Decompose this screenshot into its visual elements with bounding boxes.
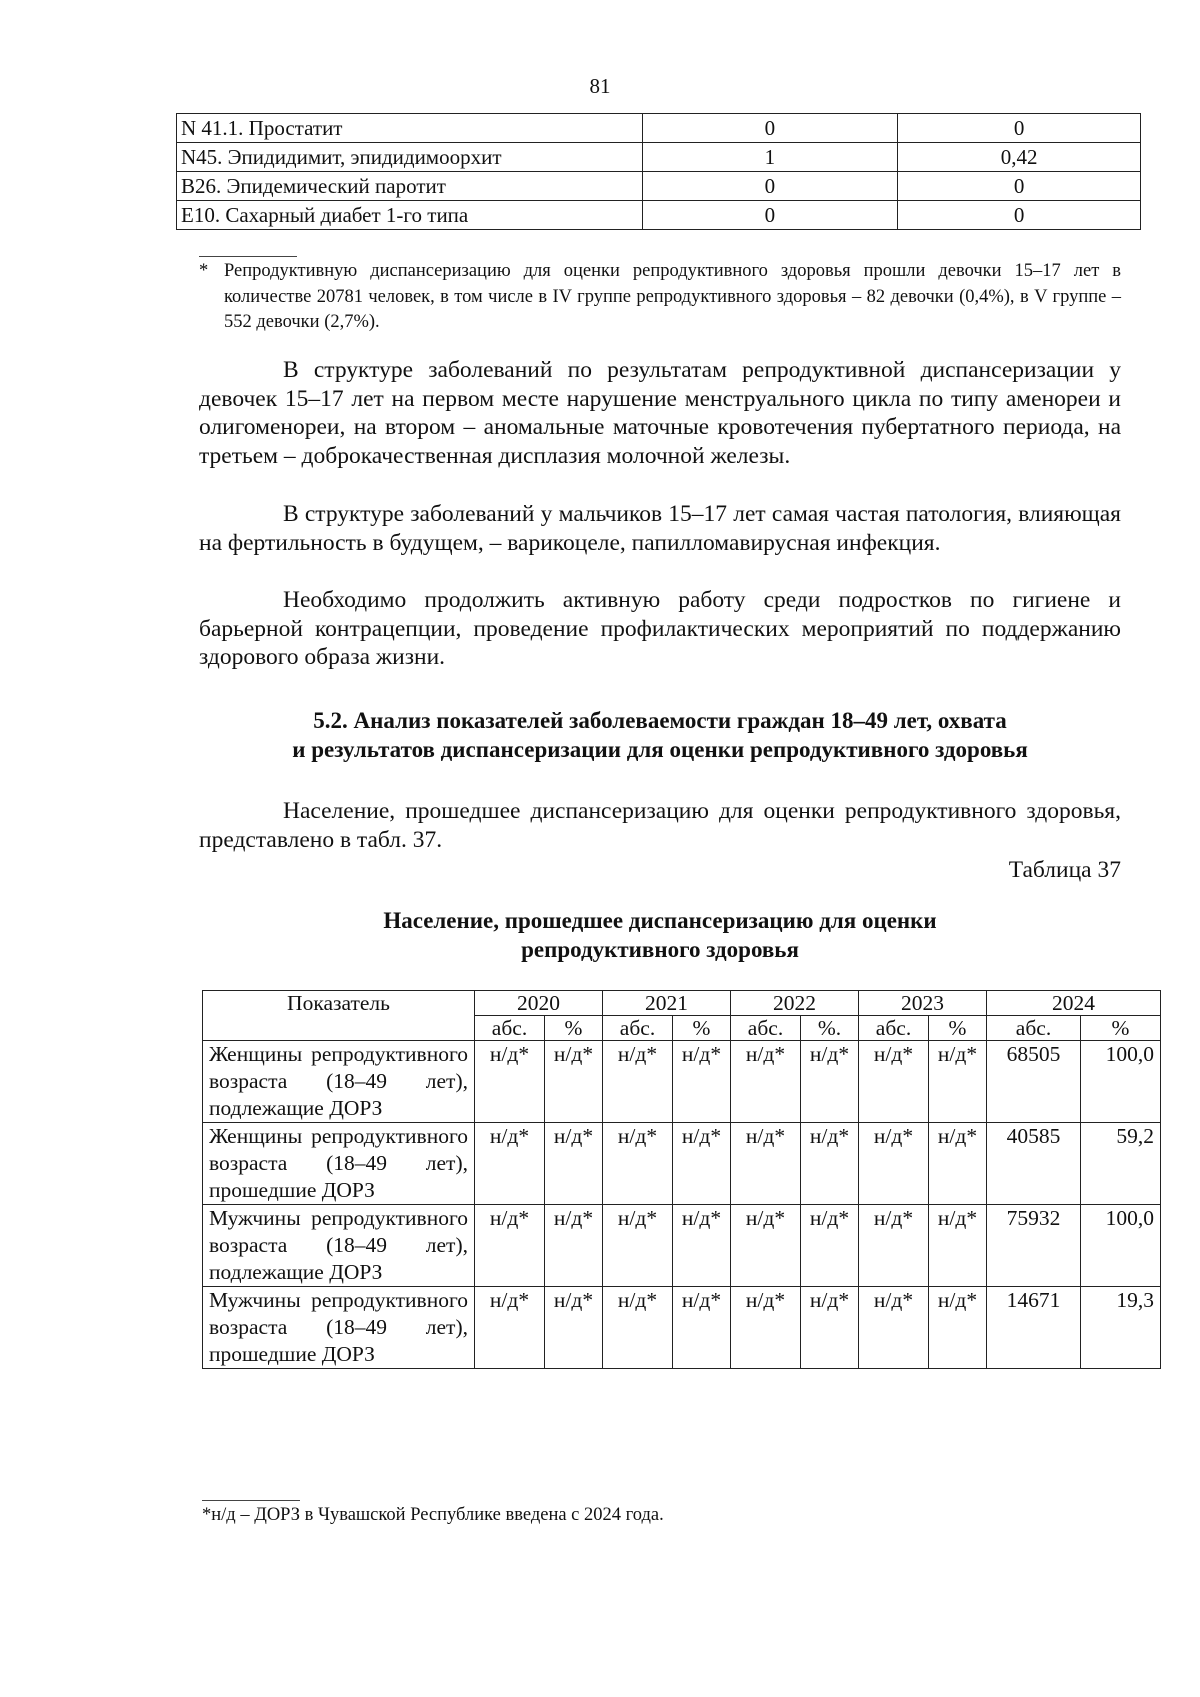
intro-paragraph: Население, прошедшее диспансеризацию для оценки репродуктивного здоровья, представлено в табл. 37. bbox=[199, 798, 1121, 853]
table-row bbox=[177, 172, 1141, 201]
table-cell: 59,2 bbox=[1081, 1123, 1161, 1205]
table-cell: н/д* bbox=[731, 1123, 801, 1205]
table-cell: н/д* bbox=[603, 1041, 673, 1123]
table-row bbox=[203, 1205, 1161, 1287]
table-cell: н/д* bbox=[603, 1123, 673, 1205]
table-cell: н/д* bbox=[801, 1041, 859, 1123]
diagnosis-cell: N 41.1. Простатит bbox=[177, 114, 643, 143]
table-cell: н/д* bbox=[475, 1041, 545, 1123]
table-cell: н/д* bbox=[475, 1287, 545, 1369]
footnote-separator bbox=[199, 256, 297, 257]
table-row bbox=[203, 1123, 1161, 1205]
diagnosis-cell: N45. Эпидидимит, эпидидимоорхит bbox=[177, 143, 643, 172]
subheader-pct: % bbox=[929, 1016, 987, 1041]
table-cell: 100,0 bbox=[1081, 1205, 1161, 1287]
value-cell: 0 bbox=[642, 201, 898, 230]
table-caption-line: репродуктивного здоровья bbox=[521, 937, 799, 962]
table-cell: н/д* bbox=[801, 1287, 859, 1369]
section-heading-line: 5.2. Анализ показателей заболеваемости граждан 18–49 лет, охвата bbox=[313, 708, 1007, 733]
table-cell: н/д* bbox=[731, 1205, 801, 1287]
subheader-pct: % bbox=[545, 1016, 603, 1041]
header-year: 2023 bbox=[859, 991, 987, 1016]
diagnosis-cell: B26. Эпидемический паротит bbox=[177, 172, 643, 201]
footnote-2: *н/д – ДОРЗ в Чувашской Республике введена с 2024 года. bbox=[202, 1505, 664, 1525]
value-cell: 0 bbox=[898, 201, 1141, 230]
table-cell: н/д* bbox=[673, 1041, 731, 1123]
table-cell: н/д* bbox=[731, 1287, 801, 1369]
value-cell: 0 bbox=[642, 114, 898, 143]
table-cell: н/д* bbox=[475, 1205, 545, 1287]
table-cell: 14671 bbox=[987, 1287, 1081, 1369]
value-cell: 0 bbox=[898, 114, 1141, 143]
table-cell: н/д* bbox=[603, 1287, 673, 1369]
table-cell: н/д* bbox=[801, 1205, 859, 1287]
table-cell: н/д* bbox=[475, 1123, 545, 1205]
table-caption-line: Население, прошедшее диспансеризацию для оценки bbox=[383, 908, 937, 933]
subheader-pct: % bbox=[1081, 1016, 1161, 1041]
row-label: Женщины репродуктивного возраста (18–49 лет), подлежащие ДОРЗ bbox=[203, 1041, 475, 1123]
table-reference: Таблица 37 bbox=[1008, 857, 1121, 883]
header-year: 2021 bbox=[603, 991, 731, 1016]
header-year: 2022 bbox=[731, 991, 859, 1016]
table-cell: н/д* bbox=[859, 1205, 929, 1287]
table-cell: н/д* bbox=[929, 1041, 987, 1123]
table-row bbox=[203, 1041, 1161, 1123]
table-cell: н/д* bbox=[545, 1287, 603, 1369]
row-label: Мужчины репродуктивного возраста (18–49 лет), подлежащие ДОРЗ bbox=[203, 1205, 475, 1287]
diagnosis-cell: E10. Сахарный диабет 1-го типа bbox=[177, 201, 643, 230]
section-heading bbox=[199, 706, 1121, 764]
table-cell: н/д* bbox=[731, 1041, 801, 1123]
table-cell: 100,0 bbox=[1081, 1041, 1161, 1123]
table-cell: 68505 bbox=[987, 1041, 1081, 1123]
page-number: 81 bbox=[589, 74, 611, 98]
value-cell: 0 bbox=[898, 172, 1141, 201]
subheader-abs: абс. bbox=[731, 1016, 801, 1041]
table-cell: 40585 bbox=[987, 1123, 1081, 1205]
table-header-row bbox=[203, 991, 1161, 1016]
table-cell: н/д* bbox=[801, 1123, 859, 1205]
table-cell: н/д* bbox=[929, 1205, 987, 1287]
value-cell: 0 bbox=[642, 172, 898, 201]
table-cell: н/д* bbox=[929, 1287, 987, 1369]
row-label: Мужчины репродуктивного возраста (18–49 лет), прошедшие ДОРЗ bbox=[203, 1287, 475, 1369]
table-row bbox=[177, 114, 1141, 143]
table-cell: 75932 bbox=[987, 1205, 1081, 1287]
population-table bbox=[202, 990, 1161, 1369]
footnote-1 bbox=[199, 259, 1121, 336]
header-indicator: Показатель bbox=[203, 991, 475, 1041]
table-cell: н/д* bbox=[545, 1205, 603, 1287]
table-row bbox=[203, 1287, 1161, 1369]
subheader-abs: абс. bbox=[859, 1016, 929, 1041]
table-cell: н/д* bbox=[673, 1287, 731, 1369]
subheader-abs: абс. bbox=[475, 1016, 545, 1041]
subheader-pct: %. bbox=[801, 1016, 859, 1041]
subheader-pct: % bbox=[673, 1016, 731, 1041]
table-row bbox=[177, 201, 1141, 230]
row-label: Женщины репродуктивного возраста (18–49 лет), прошедшие ДОРЗ bbox=[203, 1123, 475, 1205]
table-cell: н/д* bbox=[603, 1205, 673, 1287]
value-cell: 0,42 bbox=[898, 143, 1141, 172]
paragraph-recommendation: Необходимо продолжить активную работу среди подростков по гигиене и барьерной контрацепции, проведение профилактических мероприятий по поддержанию здорового образа жизни. bbox=[199, 587, 1121, 671]
section-heading-line: и результатов диспансеризации для оценки репродуктивного здоровья bbox=[292, 737, 1028, 762]
paragraph-boys: В структуре заболеваний у мальчиков 15–17 лет самая частая патология, влияющая на фертильность в будущем, – варикоцеле, папилломавирусная инфекция. bbox=[199, 501, 1121, 556]
table-cell: н/д* bbox=[545, 1123, 603, 1205]
table-cell: н/д* bbox=[859, 1123, 929, 1205]
subheader-abs: абс. bbox=[987, 1016, 1081, 1041]
table-cell: н/д* bbox=[673, 1123, 731, 1205]
table-cell: н/д* bbox=[929, 1123, 987, 1205]
diagnosis-table bbox=[176, 113, 1141, 230]
table-cell: н/д* bbox=[545, 1041, 603, 1123]
table-cell: н/д* bbox=[859, 1041, 929, 1123]
footnote-separator bbox=[202, 1500, 300, 1501]
paragraph-girls: В структуре заболеваний по результатам репродуктивной диспансеризации у девочек 15–17 лет на первом месте нарушение менструального цикла по типу аменореи и олигоменореи, на втором – аномальные маточные кровотечения пубертатного периода, на третьем – доброкачественная дисплазия молочной железы. bbox=[199, 357, 1121, 470]
table-caption bbox=[199, 906, 1121, 964]
table-cell: н/д* bbox=[859, 1287, 929, 1369]
value-cell: 1 bbox=[642, 143, 898, 172]
header-year: 2020 bbox=[475, 991, 603, 1016]
table-cell: н/д* bbox=[673, 1205, 731, 1287]
footnote-text: Репродуктивную диспансеризацию для оценки репродуктивного здоровья прошли девочки 15–17 лет в количестве 20781 человек, в том числе в IV группе репродуктивного здоровья – 82 девочки (0,4%), в V группе – 552 девочки (2,7%). bbox=[224, 261, 1121, 332]
table-cell: 19,3 bbox=[1081, 1287, 1161, 1369]
footnote-marker: * bbox=[199, 261, 209, 281]
header-year: 2024 bbox=[987, 991, 1161, 1016]
table-row bbox=[177, 143, 1141, 172]
subheader-abs: абс. bbox=[603, 1016, 673, 1041]
